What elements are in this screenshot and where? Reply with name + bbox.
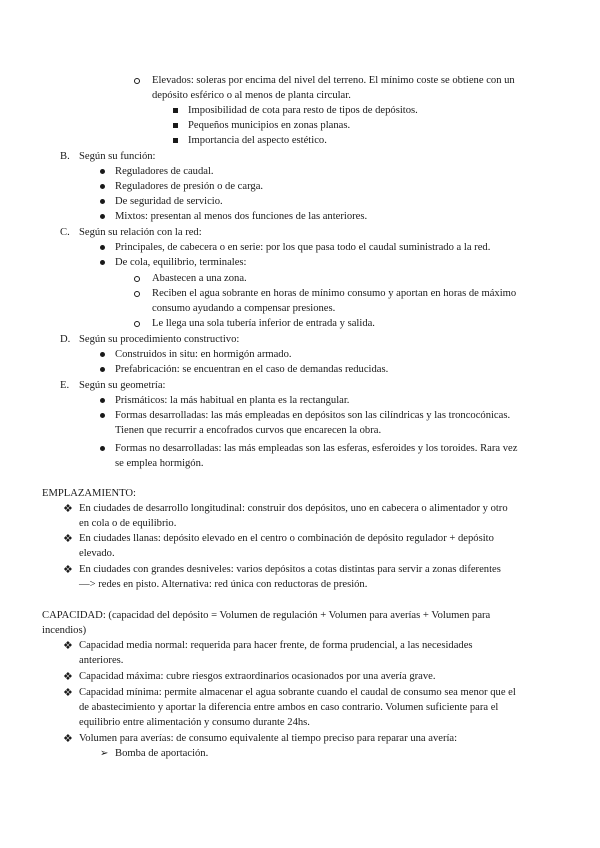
list-marker: B.: [60, 151, 70, 162]
text-line: De cola, equilibrio, terminales:: [115, 257, 247, 268]
text-line: Elevados: soleras por encima del nivel del terreno. El mínimo coste se obtiene con un: [152, 75, 515, 86]
text-line: incendios): [42, 625, 87, 636]
diamond-bullet-icon: ❖: [63, 640, 73, 652]
text-line: Prismáticos: la más habitual en planta es la rectangular.: [115, 395, 350, 406]
text-line: Capacidad mínima: permite almacenar el agua sobrante cuando el caudal de consumo sea menor que el: [79, 687, 516, 698]
bullet-icon: [100, 413, 105, 418]
text-line: en cola o de equilibrio.: [79, 518, 177, 529]
hollow-bullet-icon: [134, 321, 140, 327]
text-line: Pequeños municipios en zonas planas.: [188, 120, 351, 131]
bullet-icon: [100, 446, 105, 451]
hollow-bullet-icon: [134, 276, 140, 282]
text-line: de abastecimiento y aportar la diferencia entre ambos en caso contrario. Volumen suficiente para el: [79, 702, 499, 713]
text-line: Reguladores de caudal.: [115, 166, 214, 177]
list-marker: D.: [60, 334, 71, 345]
list-marker: E.: [60, 380, 70, 391]
text-line: Importancia del aspecto estético.: [188, 135, 327, 146]
text-line: De seguridad de servicio.: [115, 196, 223, 207]
section-heading: Según su relación con la red:: [79, 227, 202, 238]
section-heading: EMPLAZAMIENTO:: [42, 488, 136, 499]
text-line: depósito esférico o al menos de planta circular.: [152, 90, 351, 101]
text-line: —> redes en pisto. Alternativa: red única con reductoras de presión.: [79, 579, 368, 590]
diamond-bullet-icon: ❖: [63, 503, 73, 515]
diamond-bullet-icon: ❖: [63, 733, 73, 745]
text-line: Imposibilidad de cota para resto de tipos de depósitos.: [188, 105, 418, 116]
hollow-bullet-icon: [134, 78, 140, 84]
hollow-bullet-icon: [134, 291, 140, 297]
text-line: En ciudades con grandes desniveles: varios depósitos a cotas distintas para servir a zonas diferentes: [79, 564, 501, 575]
text-line: Capacidad media normal: requerida para hacer frente, de forma prudencial, a las necesidades: [79, 640, 473, 651]
square-bullet-icon: [173, 108, 178, 113]
section-heading: CAPACIDAD: (capacidad del depósito = Volumen de regulación + Volumen para averías + Volumen para: [42, 610, 491, 621]
diamond-bullet-icon: ❖: [63, 671, 73, 683]
text-line: En ciudades llanas: depósito elevado en el centro o combinación de depósito regulador + depósito: [79, 533, 494, 544]
section-heading: Según su geometría:: [79, 380, 166, 391]
arrow-bullet-icon: ➢: [100, 748, 109, 759]
text-line: Bomba de aportación.: [115, 748, 209, 759]
text-line: Mixtos: presentan al menos dos funciones de las anteriores.: [115, 211, 368, 222]
text-line: Reciben el agua sobrante en horas de mínimo consumo y aportan en horas de máximo: [152, 288, 517, 299]
text-line: elevado.: [79, 548, 115, 559]
text-line: Formas desarrolladas: las más empleadas en depósitos son las cilíndricas y las troncocónicas.: [115, 410, 511, 421]
square-bullet-icon: [173, 123, 178, 128]
text-line: consumo ayudando a compensar presiones.: [152, 303, 336, 314]
text-line: se emplea hormigón.: [115, 458, 204, 469]
diamond-bullet-icon: ❖: [63, 533, 73, 545]
bullet-icon: [100, 367, 105, 372]
bullet-icon: [100, 184, 105, 189]
text-line: Formas no desarrolladas: las más empleadas son las esferas, esferoides y los toroides. Rara vez: [115, 443, 518, 454]
bullet-icon: [100, 260, 105, 265]
text-line: Construidos in situ: en hormigón armado.: [115, 349, 292, 360]
text-line: Tienen que recurrir a encofrados curvos que encarecen la obra.: [115, 425, 382, 436]
text-line: Le llega una sola tubería inferior de entrada y salida.: [152, 318, 375, 329]
bullet-icon: [100, 214, 105, 219]
bullet-icon: [100, 169, 105, 174]
diamond-bullet-icon: ❖: [63, 564, 73, 576]
diamond-bullet-icon: ❖: [63, 687, 73, 699]
text-line: Reguladores de presión o de carga.: [115, 181, 264, 192]
text-line: En ciudades de desarrollo longitudinal: construir dos depósitos, uno en cabecera o alimentador y otro: [79, 503, 508, 514]
section-heading: Según su procedimiento constructivo:: [79, 334, 240, 345]
bullet-icon: [100, 398, 105, 403]
text-line: Principales, de cabecera o en serie: por los que pasa todo el caudal suministrado a la red.: [115, 242, 491, 253]
text-line: Capacidad máxima: cubre riesgos extraordinarios ocasionados por una avería grave.: [79, 671, 436, 682]
section-heading: Según su función:: [79, 151, 156, 162]
text-line: Prefabricación: se encuentran en el caso de demandas reducidas.: [115, 364, 389, 375]
bullet-icon: [100, 245, 105, 250]
list-marker: C.: [60, 227, 70, 238]
text-line: Abastecen a una zona.: [152, 273, 247, 284]
bullet-icon: [100, 352, 105, 357]
text-line: Volumen para averías: de consumo equivalente al tiempo preciso para reparar una avería:: [79, 733, 458, 744]
text-line: equilibrio entre alimentación y consumo durante 24hs.: [79, 717, 310, 728]
bullet-icon: [100, 199, 105, 204]
text-line: anteriores.: [79, 655, 124, 666]
square-bullet-icon: [173, 138, 178, 143]
